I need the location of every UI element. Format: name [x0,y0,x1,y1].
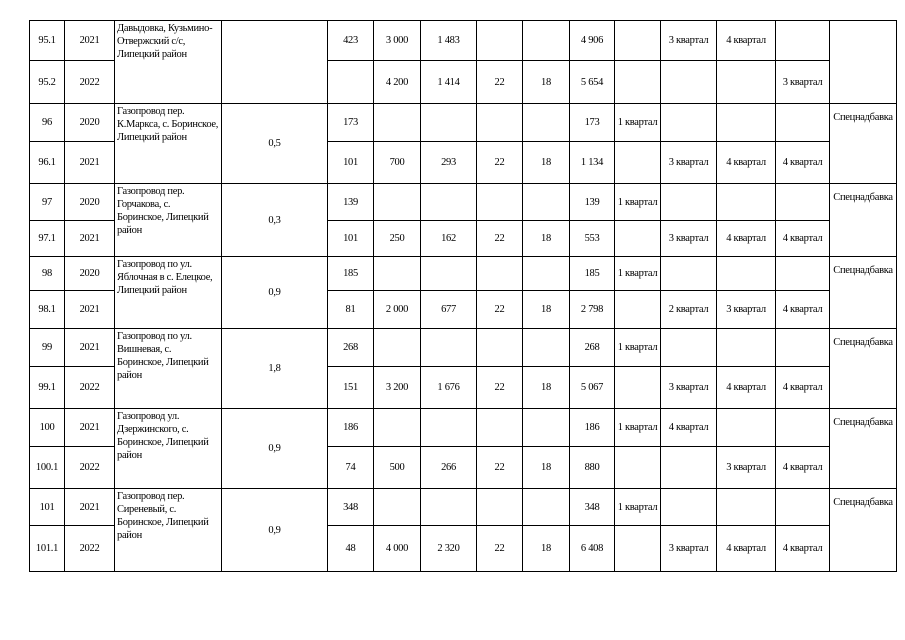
cell-c4 [477,257,523,291]
cell-q3: 4 квартал [717,526,776,572]
table-row [30,489,897,526]
row-number: 99 [30,329,65,367]
cell-c2 [374,184,421,221]
cell-c2: 250 [374,221,421,257]
cell-c4: 22 [477,291,523,329]
object-name: Газопровод ул. Дзержинского, с. Боринское, Липецкий район [115,409,222,489]
cell-c4 [477,104,523,142]
cell-c6: 4 906 [570,21,615,61]
object-name: Газопровод пер. Горчакова, с. Боринское, Липецкий район [115,184,222,257]
row-number: 96.1 [30,142,65,184]
object-name: Газопровод по ул. Вишневая, с. Боринское, Липецкий район [115,329,222,409]
cell-q1 [615,221,661,257]
cell-q1: 1 квартал [615,184,661,221]
row-year: 2020 [65,257,115,291]
row-number: 100 [30,409,65,447]
cell-c6: 186 [570,409,615,447]
cell-c4: 22 [477,142,523,184]
cell-q3 [717,184,776,221]
table-row [30,21,897,61]
row-year: 2022 [65,61,115,104]
pipeline-length: 0,9 [222,489,328,572]
cell-c6: 5 654 [570,61,615,104]
row-number: 101.1 [30,526,65,572]
cell-c5: 18 [523,367,570,409]
table-row [30,104,897,142]
row-number: 100.1 [30,447,65,489]
row-year: 2021 [65,221,115,257]
cell-c3: 1 414 [421,61,477,104]
cell-c1: 101 [328,221,374,257]
cell-q4 [776,329,830,367]
cell-q4: 4 квартал [776,367,830,409]
cell-c3 [421,329,477,367]
cell-c1: 81 [328,291,374,329]
cell-q3 [717,257,776,291]
cell-c5 [523,489,570,526]
contractor: Спецнадбавка [830,184,897,257]
cell-c2 [374,409,421,447]
cell-c5: 18 [523,61,570,104]
cell-q2 [661,489,717,526]
cell-c1: 173 [328,104,374,142]
cell-q2 [661,184,717,221]
row-number: 97 [30,184,65,221]
contractor: Спецнадбавка [830,489,897,572]
cell-c2: 4 000 [374,526,421,572]
cell-c3 [421,489,477,526]
cell-c2: 2 000 [374,291,421,329]
row-number: 101 [30,489,65,526]
cell-q4 [776,184,830,221]
cell-q3 [717,489,776,526]
row-number: 98.1 [30,291,65,329]
cell-c1: 48 [328,526,374,572]
cell-c4: 22 [477,526,523,572]
cell-c1: 151 [328,367,374,409]
cell-q1 [615,291,661,329]
table-row [30,184,897,221]
row-year: 2021 [65,329,115,367]
cell-c4 [477,184,523,221]
cell-c3: 162 [421,221,477,257]
cell-q4: 4 квартал [776,447,830,489]
cell-q4 [776,104,830,142]
cell-c5 [523,409,570,447]
object-name: Газопровод по ул. Яблочная в с. Елецкое, Липецкий район [115,257,222,329]
cell-c1 [328,61,374,104]
cell-q4 [776,21,830,61]
cell-q3 [717,104,776,142]
cell-q2: 3 квартал [661,526,717,572]
cell-c3: 1 676 [421,367,477,409]
row-number: 99.1 [30,367,65,409]
cell-q1 [615,447,661,489]
pipeline-length [222,21,328,104]
cell-c6: 173 [570,104,615,142]
row-year: 2021 [65,291,115,329]
pipeline-length: 0,5 [222,104,328,184]
cell-c3: 677 [421,291,477,329]
contractor: Спецнадбавка [830,257,897,329]
cell-c1: 348 [328,489,374,526]
cell-q2 [661,61,717,104]
cell-c6: 139 [570,184,615,221]
row-year: 2020 [65,104,115,142]
cell-c2: 3 000 [374,21,421,61]
cell-c4: 22 [477,447,523,489]
table-row [30,409,897,447]
cell-q1: 1 квартал [615,329,661,367]
cell-c3: 266 [421,447,477,489]
cell-c4: 22 [477,221,523,257]
cell-c5: 18 [523,291,570,329]
row-number: 96 [30,104,65,142]
cell-q4 [776,409,830,447]
cell-c2: 3 200 [374,367,421,409]
cell-q4: 4 квартал [776,291,830,329]
cell-c2: 4 200 [374,61,421,104]
cell-c6: 268 [570,329,615,367]
cell-c6: 348 [570,489,615,526]
cell-c6: 2 798 [570,291,615,329]
cell-q1: 1 квартал [615,489,661,526]
cell-q4 [776,489,830,526]
cell-q2: 3 квартал [661,142,717,184]
cell-c6: 1 134 [570,142,615,184]
cell-c6: 880 [570,447,615,489]
table-row [30,257,897,291]
cell-c3: 2 320 [421,526,477,572]
row-year: 2021 [65,489,115,526]
cell-c5 [523,21,570,61]
row-year: 2021 [65,409,115,447]
cell-c4: 22 [477,61,523,104]
object-name: Газопровод пер. К.Маркса, с. Боринское, Липецкий район [115,104,222,184]
pipeline-length: 0,9 [222,257,328,329]
cell-c6: 185 [570,257,615,291]
cell-c4 [477,489,523,526]
cell-c2: 500 [374,447,421,489]
cell-q3: 4 квартал [717,142,776,184]
cell-c1: 101 [328,142,374,184]
pipeline-length: 1,8 [222,329,328,409]
cell-c2 [374,257,421,291]
cell-q3: 3 квартал [717,291,776,329]
contractor: Спецнадбавка [830,104,897,184]
row-number: 97.1 [30,221,65,257]
cell-c3 [421,257,477,291]
cell-c1: 268 [328,329,374,367]
contractor [830,21,897,104]
row-number: 95.2 [30,61,65,104]
object-name: Газопровод пер. Сиреневый, с. Боринское, Липецкий район [115,489,222,572]
cell-q4: 4 квартал [776,526,830,572]
row-year: 2021 [65,21,115,61]
cell-q1: 1 квартал [615,409,661,447]
cell-c4 [477,329,523,367]
row-number: 98 [30,257,65,291]
cell-c2: 700 [374,142,421,184]
cell-q2: 4 квартал [661,409,717,447]
cell-c2 [374,104,421,142]
object-name: Давыдовка, Кузьмино-Отвержский с/с, Липецкий район [115,21,222,104]
row-year: 2022 [65,447,115,489]
row-year: 2022 [65,526,115,572]
cell-c3 [421,409,477,447]
object-schedule-table [29,20,897,572]
cell-c5: 18 [523,447,570,489]
cell-c6: 5 067 [570,367,615,409]
cell-c3 [421,184,477,221]
cell-c4 [477,21,523,61]
cell-c4 [477,409,523,447]
cell-q2 [661,257,717,291]
pipeline-length: 0,9 [222,409,328,489]
cell-c4: 22 [477,367,523,409]
cell-q1 [615,142,661,184]
cell-q2 [661,447,717,489]
row-year: 2021 [65,142,115,184]
cell-c2 [374,329,421,367]
cell-q2 [661,329,717,367]
cell-c5: 18 [523,142,570,184]
cell-c2 [374,489,421,526]
cell-c3 [421,104,477,142]
cell-q1: 1 квартал [615,104,661,142]
cell-q1 [615,21,661,61]
cell-q3: 4 квартал [717,221,776,257]
cell-c6: 6 408 [570,526,615,572]
cell-q2: 3 квартал [661,221,717,257]
cell-q2: 3 квартал [661,21,717,61]
cell-q3 [717,329,776,367]
cell-q3 [717,409,776,447]
cell-q3: 3 квартал [717,447,776,489]
cell-q3: 4 квартал [717,367,776,409]
cell-c1: 139 [328,184,374,221]
contractor: Спецнадбавка [830,329,897,409]
cell-c5 [523,257,570,291]
cell-c1: 423 [328,21,374,61]
contractor: Спецнадбавка [830,409,897,489]
row-number: 95.1 [30,21,65,61]
row-year: 2022 [65,367,115,409]
cell-q1: 1 квартал [615,257,661,291]
pipeline-length: 0,3 [222,184,328,257]
cell-q1 [615,61,661,104]
cell-c1: 185 [328,257,374,291]
cell-c5 [523,184,570,221]
cell-c6: 553 [570,221,615,257]
cell-q3: 4 квартал [717,21,776,61]
cell-q4: 3 квартал [776,61,830,104]
cell-q4 [776,257,830,291]
cell-q4: 4 квартал [776,221,830,257]
table-row [30,329,897,367]
cell-q2 [661,104,717,142]
cell-q1 [615,367,661,409]
cell-q2: 3 квартал [661,367,717,409]
cell-q4: 4 квартал [776,142,830,184]
cell-c3: 293 [421,142,477,184]
cell-c5: 18 [523,221,570,257]
cell-q2: 2 квартал [661,291,717,329]
cell-q1 [615,526,661,572]
cell-q3 [717,61,776,104]
row-year: 2020 [65,184,115,221]
cell-c1: 74 [328,447,374,489]
cell-c5: 18 [523,526,570,572]
cell-c3: 1 483 [421,21,477,61]
cell-c5 [523,104,570,142]
cell-c1: 186 [328,409,374,447]
cell-c5 [523,329,570,367]
